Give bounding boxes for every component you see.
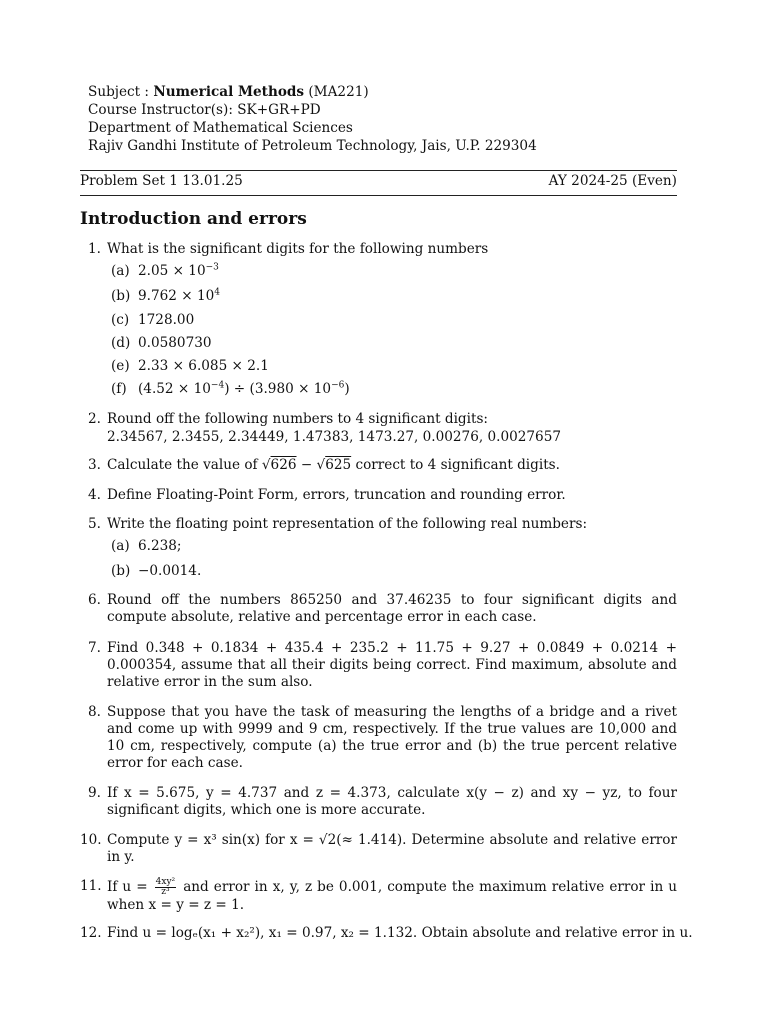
institute-line: Rajiv Gandhi Institute of Petroleum Technology, Jais, U.P. 229304 xyxy=(88,138,537,154)
problem-number: 1. xyxy=(88,241,101,257)
subitem-label: (f) xyxy=(111,381,127,397)
subitem-label: (b) xyxy=(111,563,131,579)
radicand: 626 xyxy=(270,457,297,473)
subitem-a xyxy=(111,263,219,280)
fraction-numerator: 4xy² xyxy=(155,877,176,887)
subitem-label: (e) xyxy=(111,358,130,374)
problem-number: 2. xyxy=(88,411,101,427)
problem-text: If x = 5.675, y = 4.737 and z = 4.373, calculate x(y − z) and xy − yz, to four significant digits, which one is more accurate. xyxy=(107,785,677,818)
problem-text: What is the significant digits for the following numbers xyxy=(107,241,489,257)
exponent: −6 xyxy=(331,380,345,391)
subitem-text: 1728.00 xyxy=(138,312,195,328)
subject-code: (MA221) xyxy=(304,84,369,100)
problem-text xyxy=(107,457,677,474)
subitem-a xyxy=(111,538,182,555)
problem-number: 4. xyxy=(88,487,101,503)
department-line: Department of Mathematical Sciences xyxy=(88,120,353,136)
problem-text: Round off the following numbers to 4 significant digits: xyxy=(107,411,489,427)
problem-text: Define Floating-Point Form, errors, truncation and rounding error. xyxy=(107,487,566,503)
problem-set-label: Problem Set 1 13.01.25 xyxy=(80,173,243,189)
text-part: If u = xyxy=(107,879,153,895)
subitem-label: (a) xyxy=(111,538,130,554)
subitem-text: ) ÷ (3.980 × 10 xyxy=(224,381,332,397)
subitem-d xyxy=(111,335,212,352)
subitem-text: 6.238; xyxy=(138,538,182,554)
text-part: − √ xyxy=(296,457,326,473)
subitem-text: (4.52 × 10 xyxy=(138,381,211,397)
problem-text: Round off the numbers 865250 and 37.46235 to four significant digits and compute absolute, relative and percentage error in each case. xyxy=(107,592,677,625)
subitem-b xyxy=(111,288,220,305)
subitem-label: (d) xyxy=(111,335,131,351)
problem-text: Find 0.348 + 0.1834 + 435.4 + 235.2 + 11.75 + 9.27 + 0.0849 + 0.0214 + 0.000354, assume that all their digits being correct. Find maximum, absolute and relative error in the sum also. xyxy=(107,640,677,690)
subitem-text: 9.762 × 10 xyxy=(138,288,215,304)
problem-number: 3. xyxy=(88,457,101,473)
subitem-text: 0.0580730 xyxy=(138,335,212,351)
problem-number: 8. xyxy=(88,704,101,720)
text-part: Calculate the value of √ xyxy=(107,457,271,473)
exponent: 4 xyxy=(214,287,220,298)
problem-number: 12. xyxy=(80,925,102,941)
bottom-rule xyxy=(80,195,677,196)
problem-number: 7. xyxy=(88,640,101,656)
problem-number: 9. xyxy=(88,785,101,801)
exponent: −4 xyxy=(210,380,225,391)
problem-text: Compute y = x³ sin(x) for x = √2(≈ 1.414). Determine absolute and relative error in y. xyxy=(107,832,677,865)
subitem-label: (a) xyxy=(111,263,130,279)
problem-number: 6. xyxy=(88,592,101,608)
subitem-e xyxy=(111,358,269,375)
radicand: 625 xyxy=(325,457,352,473)
number-list: 2.34567, 2.3455, 2.34449, 1.47383, 1473.27, 0.00276, 0.0027657 xyxy=(107,429,561,445)
subitem-f xyxy=(111,381,350,398)
instructors-line: Course Instructor(s): SK+GR+PD xyxy=(88,102,321,118)
text-part: and error in x, y, z be 0.001, compute the maximum relative error in u when x = y = z = 1. xyxy=(107,879,677,913)
subitem-b xyxy=(111,563,201,580)
top-rule xyxy=(80,170,677,171)
section-title: Introduction and errors xyxy=(80,209,307,229)
subitem-label: (b) xyxy=(111,288,131,304)
subject-label: Subject : xyxy=(88,84,154,100)
problem-number: 5. xyxy=(88,516,101,532)
subject-name: Numerical Methods xyxy=(153,84,305,100)
subitem-text: ) xyxy=(344,381,350,397)
exponent: −3 xyxy=(205,262,219,273)
problem-number: 10. xyxy=(80,832,102,848)
text-part: correct to 4 significant digits. xyxy=(351,457,560,473)
problem-text xyxy=(107,878,677,914)
subitem-label: (c) xyxy=(111,312,130,328)
problem-number: 11. xyxy=(80,878,102,894)
course-header xyxy=(88,84,688,156)
academic-year-label: AY 2024-25 (Even) xyxy=(548,173,677,189)
subitem-c xyxy=(111,312,194,329)
fraction-denominator: z³ xyxy=(161,887,170,897)
fraction xyxy=(155,878,177,897)
problem-text: Write the floating point representation of the following real numbers: xyxy=(107,516,588,532)
problem-text: Find u = logₑ(x₁ + x₂²), x₁ = 0.97, x₂ = 1.132. Obtain absolute and relative error in u. xyxy=(107,925,693,941)
subitem-text: −0.0014. xyxy=(138,563,202,579)
subject-line xyxy=(88,84,688,102)
problem-text: Suppose that you have the task of measuring the lengths of a bridge and a rivet and come up with 9999 and 9 cm, respectively. If the true values are 10,000 and 10 cm, respectively, compute (a) the true error and (b) the true percent relative error for each case. xyxy=(107,704,677,771)
problem-set-bar xyxy=(80,173,677,190)
subitem-text: 2.05 × 10 xyxy=(138,263,206,279)
subitem-text: 2.33 × 6.085 × 2.1 xyxy=(138,358,269,374)
